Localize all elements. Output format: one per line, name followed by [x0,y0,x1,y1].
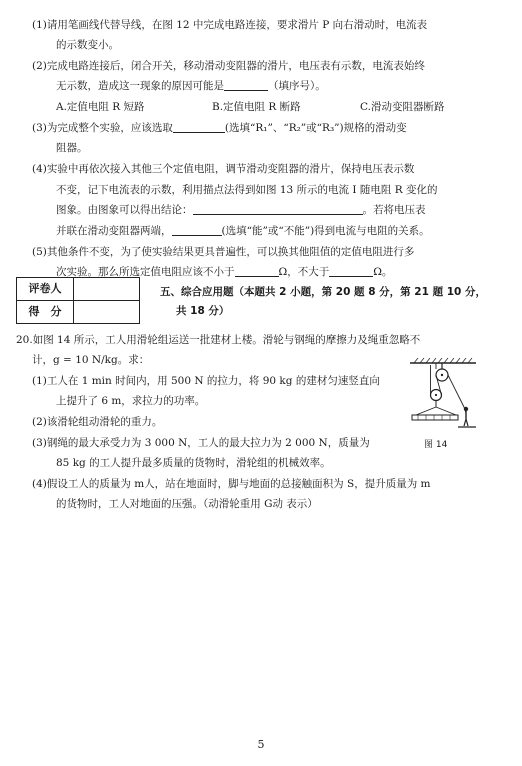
q-prev-part2-line2 [56,77,326,95]
answer-blank[interactable] [329,264,373,277]
q20-sub3-line1: (3)钢绳的最大承受力为 3 000 N，工人的最大拉力为 2 000 N，质量为 [32,437,370,449]
q-prev-part2-text: 无示数，造成这一现象的原因可能是 [56,80,224,92]
q-prev-part5-mid: Ω，不大于 [278,266,330,278]
option-c: C.滑动变阻器断路 [360,101,445,113]
answer-blank[interactable] [172,223,222,236]
q-prev-part4-line4 [56,222,430,240]
q-prev-part3-line2: 阻器。 [56,142,88,154]
q-prev-part4-line2: 不变，记下电流表的示数，利用描点法得到如图 13 所示的电流 I 随电阻 R 变化的 [56,184,438,196]
reviewer-label: 评卷人 [17,278,74,301]
q-prev-part4-text: 图象。由图象可以得出结论： [56,204,193,216]
q20-sub1-line1: (1)工人在 1 min 时间内，用 500 N 的拉力，将 90 kg 的建材匀速竖直向 [32,375,380,387]
q-prev-part3-text: (3)为完成整个实验，应该选取 [32,122,173,134]
q20-stem-line2: 计，g = 10 N/kg。求： [32,354,150,366]
q20-sub3-line2: 85 kg 的工人提升最多质量的货物时，滑轮组的机械效率。 [56,457,331,469]
section-title-line1: 五、综合应用题（本题共 2 小题，第 20 题 8 分，第 21 题 10 分， [160,286,487,298]
q-prev-part1-line1: (1)请用笔画线代替导线，在图 12 中完成电路连接，要求滑片 P 向右滑动时，电流表 [32,19,428,31]
q20-sub2: (2)该滑轮组动滑轮的重力。 [32,416,163,428]
q-prev-part1-line2: 的示数变小。 [56,39,119,51]
page-number: 5 [257,738,265,751]
q-prev-part3-line1 [32,119,407,137]
q-prev-part2-line1: (2)完成电路连接后，闭合开关，移动滑动变阻器的滑片，电压表有示数，电流表始终 [32,60,425,72]
score-label: 得 分 [17,301,74,324]
q-prev-part2-suffix: （填序号）。 [268,80,326,92]
q20-sub4-line2: 的货物时，工人对地面的压强。（动滑轮重用 G动 表示） [56,498,318,510]
q-prev-part5-suffix: Ω。 [373,266,393,278]
pull-rope [448,375,464,407]
q-prev-part3-suffix: (选填“R₁”、“R₂”或“R₃”)规格的滑动变 [224,122,407,134]
score-field[interactable] [74,301,140,324]
answer-blank[interactable] [235,264,279,277]
q20-stem-line1: 20.如图 14 所示，工人用滑轮组运送一批建材上楼。滑轮与钢绳的摩擦力及绳重忽略不 [16,334,421,346]
score-box [16,277,140,324]
answer-blank[interactable] [193,202,363,215]
q-prev-part4-line1: (4)实验中再依次接入其他三个定值电阻，调节滑动变阻器的滑片，保持电压表示数 [32,163,415,175]
load-platform [412,415,458,420]
q-prev-part5-line1: (5)其他条件不变，为了使实验结果更具普遍性，可以换其他阻值的定值电阻进行多 [32,246,415,258]
answer-blank[interactable] [173,120,225,133]
figure-label: 图 14 [424,440,448,450]
q-prev-part4-suffix: 。若将电压表 [362,204,426,216]
option-a: A.定值电阻 R 短路 [56,101,145,113]
answer-blank[interactable] [224,78,268,91]
q-prev-part4-line3 [56,201,426,219]
reviewer-field[interactable] [74,278,140,301]
q20-sub1-line2: 上提升了 6 m，求拉力的功率。 [56,395,206,407]
pulley-figure [398,355,478,433]
q-prev-part4-suffix2: (选填“能”或“不能”)得到电流与电阻的关系。 [221,225,430,237]
q-prev-part4-text2: 并联在滑动变阻器两端， [56,225,172,237]
q-prev-part5-text: 次实验。那么所选定值电阻应该不小于 [56,266,235,278]
option-b: B.定值电阻 R 断路 [212,101,301,113]
q20-sub4-line1: (4)假设工人的质量为 m人，站在地面时，脚与地面的总接触面积为 S，提升质量为 m [32,478,431,490]
section-title-line2: 共 18 分） [176,305,230,317]
